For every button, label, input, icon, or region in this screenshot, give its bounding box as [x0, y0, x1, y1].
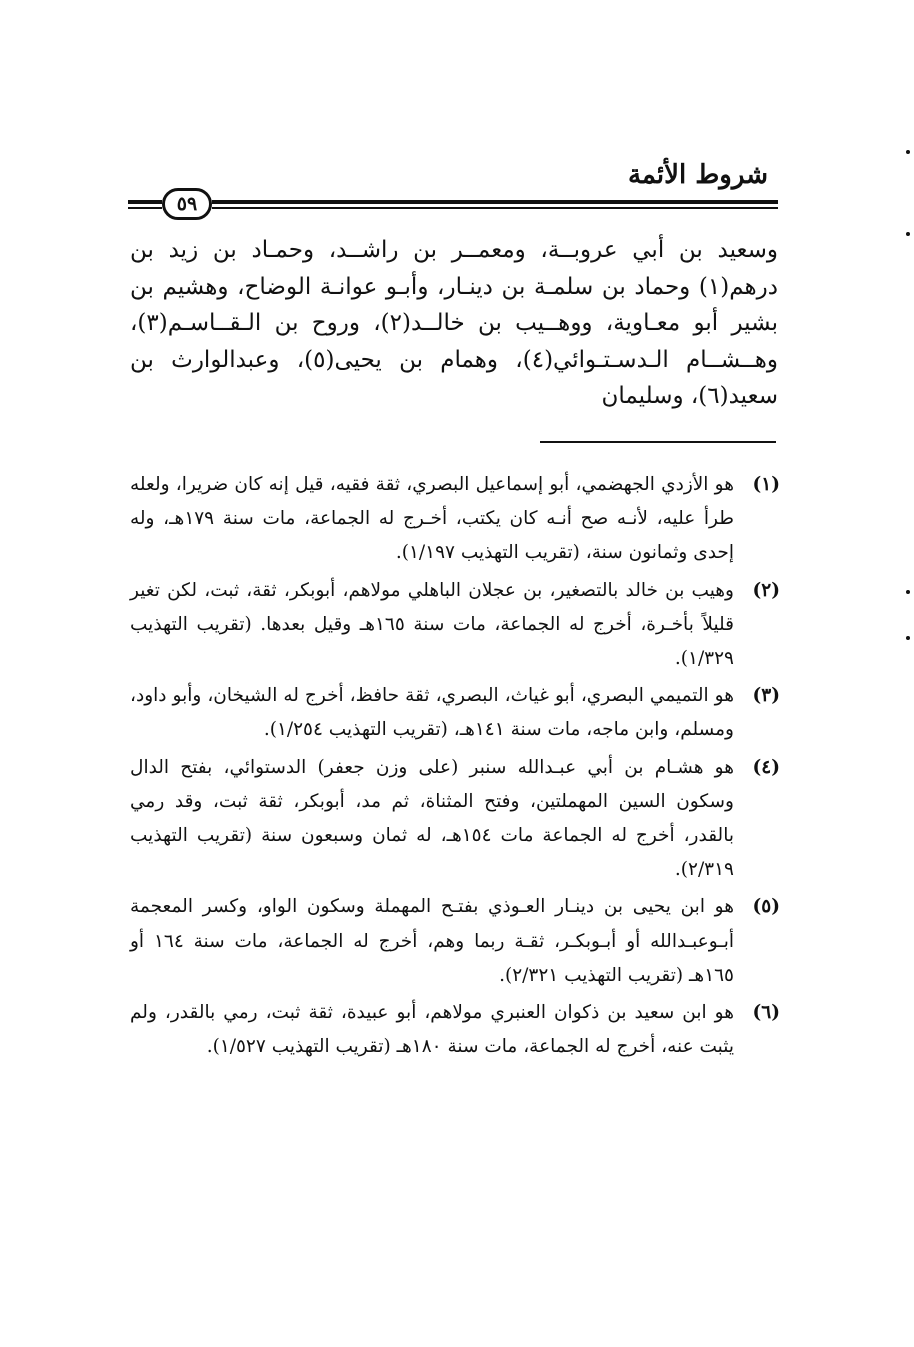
footnote-number: (٣): [752, 685, 780, 707]
footnote-3: [130, 679, 780, 747]
footnote-6: [130, 996, 780, 1064]
footnote-4: [130, 751, 780, 888]
footnote-text: هو التميمي البصري، أبو غياث، البصري، ثقة حافظ، أخرج له الشيخان، وأبو داود، ومسلم، وابن ماجه، مات سنة ١٤١هـ، (تقريب التهذيب ١/٢٥٤).: [130, 685, 734, 741]
scan-mark: [906, 232, 910, 236]
footnotes-section: [130, 468, 780, 1067]
scan-mark: [906, 590, 910, 594]
footnote-text: هو ابن يحيى بن دينـار العـوذي بفتـح المهملة وسكون الواو، وكسر المعجمة أبـوعبـدالله أو أبـوبكـر، ثقـة ربما وهم، أخرج له الجماعة، مات سنة ١٦٤ أو ١٦٥هـ (تقريب التهذيب ٢/٣٢١).: [130, 896, 734, 986]
scan-mark: [906, 636, 910, 640]
footnote-2: [130, 574, 780, 677]
footnote-number: (٢): [752, 579, 780, 601]
footnote-number: (١): [752, 474, 780, 495]
footnote-text: هو هشـام بن أبي عبـدالله سنبر (على وزن جعفر) الدستوائي، بفتح الدال وسكون السين المهملتين، وفتح المثناة، ثم مد، أبوبكر، ثقة ثبت، وقد رمي بالقدر، أخرج له الجماعة مات ١٥٤هـ، له ثمان وسبعون سنة (تقريب التهذيب ٢/٣١٩).: [130, 756, 734, 881]
body-paragraph: وسعيد بن أبي عروبــة، ومعمــر بن راشــد، وحمـاد بن زيد بن درهم(١) وحماد بن سلمـة بن دينـار، وأبـو عوانـة الوضاح، وهشيم بن بشير أبو معـاوية، ووهــيب بن خالــد(٢)، وروح بن الـقــاسـم(٣)، وهــشــام الـدسـتـوائي(٤)، وهمام بن يحيى(٥)، وعبدالوارث بن سعيد(٦)، وسليمان: [130, 237, 779, 409]
header-rule: [212, 200, 778, 209]
scan-mark: [906, 150, 910, 154]
footnote-1: [130, 468, 780, 571]
header-rule-left: [128, 200, 162, 209]
page-header: [128, 160, 778, 220]
running-title: شروط الأئمة: [627, 160, 768, 190]
page-number: ٥٩: [162, 188, 212, 220]
footnote-text: وهيب بن خالد بالتصغير، بن عجلان الباهلي مولاهم، أبوبكر، ثقة، ثبت، لكن تغير قليلاً بأخـرة، أخرج له الجماعة، مات سنة ١٦٥هـ وقيل بعدها. (تقريب التهذيب ١/٣٢٩).: [130, 579, 734, 670]
footnote-5: [130, 890, 780, 993]
footnote-number: (٥): [752, 896, 780, 918]
footnote-text: هو ابن سعيد بن ذكوان العنبري مولاهم، أبو عبيدة، ثقة ثبت، رمي بالقدر، ولم يثبت عنه، أخرج له الجماعة، مات سنة ١٨٠هـ (تقريب التهذيب ١/٥٢٧).: [130, 1002, 734, 1058]
footnote-separator: [540, 441, 776, 443]
footnote-text: هو الأزدي الجهضمي، أبو إسماعيل البصري، ثقة فقيه، قيل إنه كان ضريرا، ولعله طرأ عليه، لأنـه صح أنـه كان يكتب، أخـرج له الجماعة، مات سنة ١٧٩هـ، وله إحدى وثمانون سنة، (تقريب التهذيب ١/١٩٧).: [130, 474, 734, 564]
footnote-number: (٤): [752, 756, 780, 778]
footnote-number: (٦): [752, 1002, 780, 1024]
